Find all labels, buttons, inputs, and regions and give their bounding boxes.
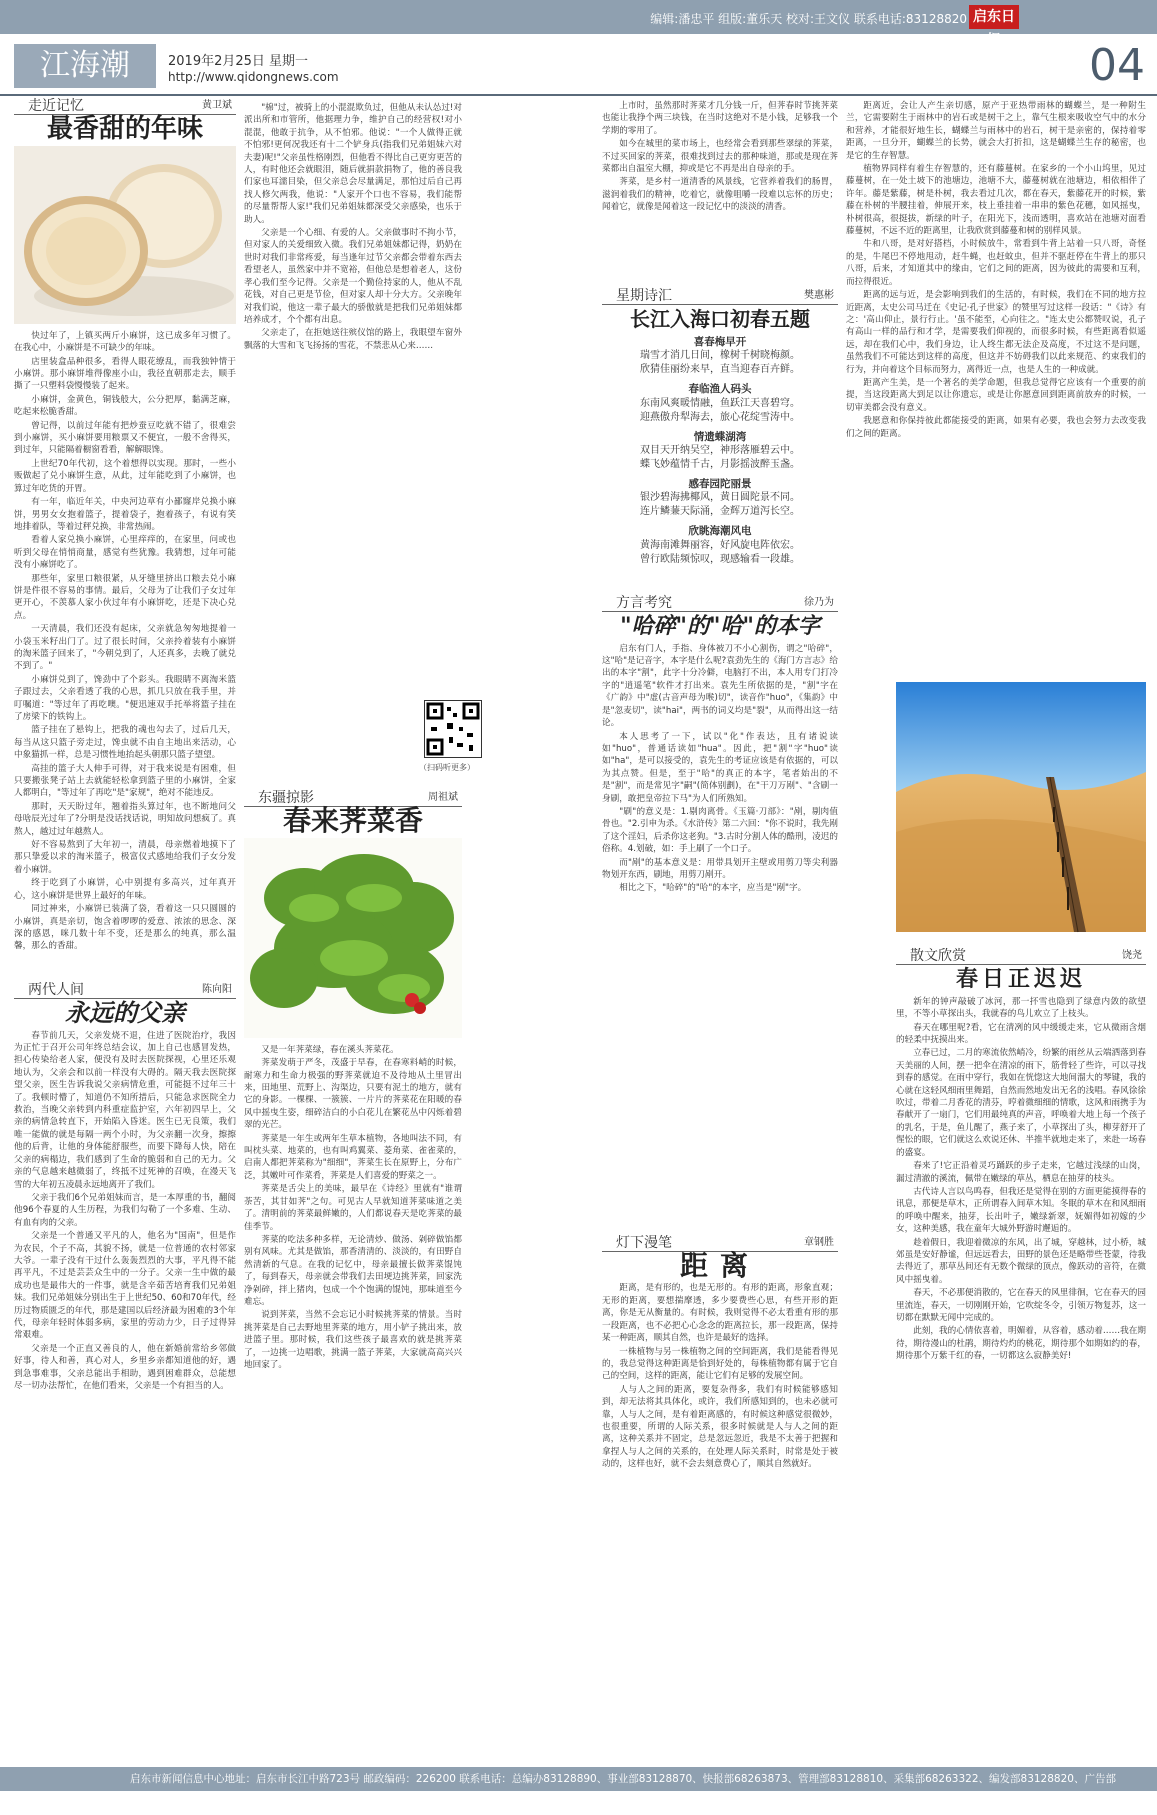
- author-name: 周祖斌: [428, 792, 458, 803]
- qr-code[interactable]: [424, 700, 482, 758]
- section-title: 江海潮: [14, 44, 156, 88]
- author-name: 樊惠彬: [804, 290, 834, 301]
- column-tag: 方言考究: [616, 594, 672, 611]
- page-number: 04: [1089, 40, 1145, 91]
- page-footer: 启东市新闻信息中心地址：启东市长江中路723号 邮政编码：226200 联系电话：总编办83128890、事业部83128870、快报部68263873、管理部83128810、采集部68263322、编发部83128820、广告部83128807: [0, 1767, 1157, 1791]
- article-header: [602, 594, 838, 612]
- article-header: [602, 290, 838, 305]
- article-body: 又是一年荠菜绿，春在溪头荠菜花。 荠菜发萌于严冬，茂盛于早春，在春寒料峭的时候，耐寒力和生命力极强的野荠菜就迫不及待地从土里冒出来，田地里、荒野上、沟渠边，只要有泥土的地方，就有它的身影。一棵棵、一簇簇、一片片的荠菜花在阳暖的春风中摇曳生姿，细碎洁白的小白花儿在繁花丛中闪烁着碧翠的光芒。 荠菜是一年生或两年生草本植物，各地叫法不同，有叫枕头菜、地菜的，也有叫鸡翼菜、菱角菜、雀雀菜的，启南人都把荠菜称为"细细"，荠菜生长在原野上，分布广泛，其嫩叶可作菜肴，荠菜是人们喜爱的野菜之一。 荠菜是舌尖上的美味，最早在《诗经》里就有"谁谓荼苦，其甘如荠"之句。可见古人早就知道荠菜味道之美了。清明前的荠菜最鲜嫩的，人们都说春天是吃荠菜的最佳季节。 荠菜的吃法多种多样，无论清炒、做汤、剁碎做馅都别有风味。尤其是做馅，那香清清的、淡淡的，有田野自然清新的气息。在我的记忆中，母亲最擅长做荠菜馄饨了，每到春天，母亲就会带我们去田埂边挑荠菜，回家洗净剁碎，拌上猪肉，包成一个个饱满的馄饨，那味道至今难忘。 说到荠菜，当然不会忘记小时候挑荠菜的情景。当时挑荠菜是自己去野地里荠菜的地方，用小铲子挑出来，放进篮子里。那时候，我们这些孩子最喜欢的就是挑荠菜了，一边挑一边唱歌，挑满一篮子荠菜，大家就高高兴兴地回家了。: [244, 1044, 462, 1370]
- author-name: 章钢胜: [804, 1236, 834, 1248]
- column-tag: 两代人间: [28, 981, 84, 998]
- article-title: 春日正迟迟: [955, 966, 1086, 993]
- column-tag: 散文欣赏: [910, 948, 966, 964]
- column-1: [14, 100, 236, 1760]
- editor-info: 编辑:潘忠平 组版:董乐天 校对:王文仪 联系电话:83128820: [650, 12, 967, 26]
- sesame-cake-photo: [14, 146, 236, 324]
- top-bar: [0, 0, 1157, 49]
- article-body-continued: "棉"过，被骑上的小混混欺负过，但他从未认怂过!对派出所和市管所，他据理力争，维护自己的经营权!对小混混，他敢于抗争，从不怕邪。他说："一个人做得正就不怕邪!更何况我还有十二个铲身兵(指我们兄弟姐妹六对夫妻)呢!"父亲虽性格刚烈，但他看不得比自己更穷更苦的人，有时他还会就眼泪，随后就捐款捐物了，他的善良我们家也耳濡目染，但父亲总会尽量满足，那怕过后自己再找人修欠两我，他说："人家开个口也不容易，我们能帮的尽量帮帮人家!"我们兄弟姐妹都深受父亲感染，也乐于助人。 父亲是一个心细、有爱的人。父亲做事时不拘小节，但对家人的关爱细致入微。我们兄弟姐妹都记得，奶奶在世时对我们非常疼爱，每当逢年过节父亲都会带着东西去看望老人，虽然家中并不宽裕，但他总是想着老人，这份孝心我们至今记得。父亲是一个勤俭持家的人，他从不乱花钱，对自己更是节俭，但对家人却十分大方。父亲晚年对我们说，他这一辈子最大的骄傲就是把我们兄弟姐妹都培养成才，个个都有出息。 父亲走了，在拒她送往殡仪馆的路上，我眼望车窗外飘落的大雪和飞飞扬扬的雪花，不禁悲从心来……: [244, 103, 462, 351]
- article-header: [14, 981, 236, 999]
- article-title: 距离: [679, 1249, 760, 1283]
- article-header: [896, 950, 1146, 965]
- article-body: 新年的钟声敲破了冰河，那一抔雪也隐到了绿意内敛的欲望里，不等小草探出头，我就春的鸟儿欢立了上枝头。 春天在哪里呢?看，它在清冽的风中缓缓走来，它从微雨含烟的轻柔中抚摸出来。 立春已过，二月的寒流依然峭冷，纷繁的雨丝从云端洒落到春天美丽的人间，摆一把伞在清凉的雨下，筋骨轻了些许，可以寻找到春的感觉。在雨中穿行，我如在恍惚这大地间溜大的琴键，我的心就在这轻风细雨里舞蹈，自然而然地发出无名的浅唱。春风徐徐吹过，带着二月香花的清芬，哼着微细细的情歌，这风和雨携手为春献开了一扇门，它们用最纯真的声音，呼唤着大地上每一个孩子的乳名，于是，鱼儿醒了，燕子来了，小草探出了头，柳芽舒开了惺忪的眼，它们就这么欢说还休、半推半就地走来了，来赴一场春的盛宴。 春来了!它正沿着灵巧踊跃的步子走来，它越过浅绿的山岗，漏过清澈的溪流，佩带在嫩绿的草丛，栖息在抽芽的枝头。 古代诗人言以鸟鸣春，但我还是觉得在别的方面更能摸得春的讯息，那便是草木，正所谓春入间草木知。冬眠的草木在和风细雨的呼唤中醒来，抽芽，长出叶子，嫩绿新翠，妩媚得如初嫁的少女，这种美感，我在童年大城外野游时邂逅的。 趁着假日，我迎着微凉的东风，出了城，穿越林，过小桥，城郊虽是安好静谧，但远远看去，田野的景色还是略带些苍蒙，待我去得近了，那草丛间还有无数个微绿的顶点，像跃动的音符，在微风中摇曳着。 春天，不必那便消散的，它在春天的风里徘徊，它在春天的园里流连，春天，一切刚刚开始，它吹绽冬令，引领万物复苏，这一切都在默默无闻中完成的。 此刻，我的心情依喜着，明媚着，从容着，感动着……我在期待，期待漫山的杜鹃，期待灼灼的桃花，期待那个如期如约的春，期待那个万紫千红的春，一切都这么寂静美好!: [896, 996, 1146, 1362]
- author-name: 饶尧: [1122, 950, 1142, 961]
- article-spring: [896, 950, 1146, 1760]
- shepherds-purse-photo: [244, 838, 462, 1038]
- page-header: [0, 34, 1157, 96]
- author-name: 徐乃为: [804, 596, 834, 608]
- issue-date: 2019年2月25日 星期一: [168, 54, 309, 69]
- desert-path-photo: [896, 682, 1146, 932]
- column-tag: 灯下漫笔: [616, 1234, 672, 1251]
- article-jicai: [244, 792, 462, 1760]
- poem-list: 喜春梅早开 瑞雪才消几日间，橡树千树晓梅颜。 欣猜佳丽纷来早，直当迎春百卉鲜。 春临渔人码头 东南风爽暖情融，鱼跃江天喜碧穹。 迎燕傲舟犁海去，旅心花绽雪涛中。 情遗蝶湖湾 双目天开纳吴空，神形落雁碧云中。 蝶飞妙蕴情千古，月影摇波醉玉盏。 感春园陀丽景 银沙碧海拂椰风，黄日圆陀景不同。 连片鳞蒹天际涌，金辉万道泻长空。 欣眺海潮风电 黄海南滩舞丽容，好风旋电阵依宏。 曾行欧陆频惊叹，现感输看一段雄。: [640, 335, 800, 565]
- column-tag: 星期诗汇: [616, 288, 672, 304]
- article-body: 快过年了，上镇买两斤小麻饼，这已成多年习惯了。在我心中，小麻饼是不可缺少的年味。 店里装盒品种很多，看得人眼花缭乱，而我独钟情于小麻饼。那小麻饼堆得像座小山，我径直朝那走去，顺手撕了一只塑料袋慢慢装了起来。 小麻饼，金黄色，铜钱般大，公分把厚，黏满芝麻，吃起来松脆香甜。 曾记得，以前过年能有把炒蚕豆吃就不错了，很难尝到小麻饼，买小麻饼要用粮票又不便宜，一般不舍得买，到过年，只能隔着橱窗看看，解解眼馋。 上世纪70年代初，这个着想得以实现。那时，一些小贩做起了兑小麻饼生意，从此，过年能吃到了小麻饼，也算过年吃货的开胃。 有一年，临近年关，中央河边草有小鄙窿岸兑换小麻饼，男男女女抱着篮子，提着袋子，抱着孩子，有说有笑地排着队，等着过秤兑换，非常热闹。 看着人家兑换小麻饼，心里痒痒的，在家里，问或也听到父母在悄悄商量，感觉有些犹豫。我猜想，过年可能没有小麻饼吃了。 那些年，家里口粮很紧，从牙缝里挤出口粮去兑小麻饼是件很不容易的事情。最后，父母为了让我们子女过年更开心，不羡慕人家小伙过年有小麻饼吃，还是下决心兑点。 一天清晨，我们还没有起床，父亲就急匆匆地提着一小袋玉米籽出门了。过了很长时间，父亲拎着装有小麻饼的淘米篮子回来了，"今朝兑到了，人还真多，去晚了就兑不到了。" 小麻饼兑到了，馋劲中了个彩头。我眼睛不离淘米篮子跟过去，父亲看透了我的心思，抓几只放在我手里，并叮嘱道："等过年了再吃噢。"便迅速双手托举将篮子挂在了房梁下的铁钩上。 篮子挂在了悬钩上，把我的魂也勾去了，过后几天，每当从这只篮子旁走过，馋虫就不由自主地出来活动，心中象猫抓一样，总是习惯性地抬起头朝那只篮子望望。 高挂的篮子大人伸手可得，对于我来说是有困难，但只要搬张凳子站上去就能轻松拿到篮子里的小麻饼，全家人都明白，"等过年了再吃"是"家规"，绝对不能违反。 那时，天天盼过年，翘着指头算过年，也不断地问父母啥辰光过年了?分明是没话找话说，明知故问想疯了。真熬人，越过过年越熬人。 好不容易熬到了大年初一，清晨，母亲燃着地摸下了那只挚爱以求的淘米篮子，极富仪式感地给我们子女分发着小麻饼。 终于吃到了小麻饼，心中别提有多高兴，过年真开心，这小麻饼是世界上最好的年味。 同过神来，小麻饼已装满了袋，看着这一只只圆圆的小麻饼，真是亲切，饱含着啰啰的爱意、浓浓的思念、深深的感恩，咪几数十年不变，还是那么的纯真，那么温馨，那么的香甜。: [14, 330, 236, 952]
- article-title: 长江入海口初春五题: [630, 307, 810, 332]
- column-3: [602, 100, 838, 1760]
- article-body: 距离，是有形的，也是无形的。有形的距离，形象直观；无形的距离，要想揣摩透，多少要费些心思，有些开形的距离，你是无从衡量的。有时候，我则觉得不必太看重有形的那一段距离，也不必把心心念念的距离拉长，那一段距离，保持某一种距离，顺其自然，也许是最好的选择。 一株植物与另一株植物之间的空间距离，我们是能看得见的，我总觉得这种距离是恰到好处的，每株植物都有属于它自己的空间，这样的距离，能让它们有足够的发展空间。 人与人之间的距离，要复杂得多，我们有时候能够感知到，却无法将其具体化，或许，我们所感知到的，也未必就可靠，人与人之间，是有着距离感的，有时候这种感觉很微妙，也很重要，所谓的人际关系，很多时候就是人与人之间的距离，这种关系并不固定，总是忽远忽近，我是不太善于把握和拿捏人与人之间的关系的，在处理人际关系时，时常是处于被动的，这样也好，就不会去刻意费心了，顺其自然就好。: [602, 1283, 838, 1470]
- article-title: 春来荠菜香: [282, 804, 423, 838]
- column-tag: 东疆掠影: [258, 790, 314, 806]
- article-body: 春节前几天，父亲发烧不退，住进了医院治疗，我因为正忙于召开公司年终总结会议，加上自己也感冒发热，担心传染给老人家，便没有及时去医院探视，心里还乐观地认为，父亲会和以前一样没有大碍的。隔天我去医院探望父亲，医生告诉我说父亲病情危重，可能挺不过年三十了。我顿时懵了，知道仍不知所措后，只能急求医院全力救治，当晚父亲转到内科重症监护室，六年初四早上，父亲的病情急转直下，开始陷入昏迷。医生已无良策，我们唯一能做的就是每隔一两个小时，为父亲翻一次身，擦擦他的后背，让他的身体能舒服些，而要下降每人快，陪在父亲的病榻边，我们感到了生命的脆弱和自己的无力。父亲的气息越来越微弱了，终抵不过死神的召唤，在漫天飞雪的大年初五凌晨永远地离开了我们。 父亲于我们6个兄弟姐妹而言，是一本厚重的书，翻阅他96个春夏的人生历程，为我们勾勒了一个多难、生动、有血有肉的父亲。 父亲是一个普通又平凡的人，他名为"国南"，但是作为农民，个子不高，其貌不扬，就是一位普通的农村邻家大爷。一辈子没有干过什么轰轰烈烈的大事，平凡得不能再平凡，不过是芸芸众生中的一分子。父亲一生中做的最成功也是最伟大的一件事，就是含辛茹苦培育我们兄弟姐妹。我们兄弟姐妹分别出生于上世纪50、60和70年代，经历过物质匮乏的年代，那是建国以后经济最为困难的3个年代，母亲年轻时体弱多病，家里的劳动力少，日子过得异常艰难。 父亲是一个正直又善良的人，他在新婚前常给乡邻做好事，待人和善，真心对人，乡里乡亲都知道他的好，遇到急事难事，父亲总能出手相助，遇到困难群众，总能想尽一切办法帮忙，在他们看来，父亲是一个有担当的人。: [14, 1030, 236, 1391]
- qr-caption: （扫码听更多）: [419, 763, 475, 772]
- article-body: 启东有门人，手指、身体被刀不小心割伤，谓之"哈碎"，这"哈"是记音字，本字是什么呢?袁劲先生的《海门方言志》给出的本字"割"，此字十分冷僻，电脑打不出，本人用专门打冷字的"逍遥笔"软件才打出来。袁先生所依据的是，"割"字在《广韵》中"虚(古音声母为喉)切"，读音作"huo"，《集韵》中是"忽麦切"，读"hai"，两书的词义均是"裂"，从而得出这一结论。 本人思考了一下，试以"化"作表达，且有诸说读如"huo"，普通话读如"hua"。因此，把"割"字"huo"读如"ha"，是可以接受的，袁先生的考证应该是有依据的，可以为其点赞。但是，至于"哈"的真正的本字，笔者始出的不是"割"，而是常见字"嗣"(简体别劃)，在"干刀万剐"、"含刷一身刷，敢把皇帝拉下马"为人们所熟知。 "刷"的意义是：1.剔肉离骨。《玉篇·刀部》："剐，剔肉值骨也。"2.引申为杀。《水浒传》第二六回："你不说时，我先剐了这个淫妇，后杀你这老狗。"3.古时分割人体的酷刑，凌迟的俗称。4.划破，如：手上刷了一个口子。 而"剐"的基本意义是：用带具划开主壁或用剪刀等尖利器物划开东西，刷地，用剪刀剐开。 相比之下，"哈碎"的"哈"的本字，应当是"剐"字。: [602, 643, 838, 894]
- article-body-continued: 上市时，虽然那时荠菜才几分钱一斤，但荠春时节挑荠菜也能让我挣个两三块钱，在当时这绝对不是小钱，足够我一个学期的零用了。 如今在城里的菜市场上，也经常会看到那些翠绿的荠菜，不过买回家的荠菜，很难找到过去的那种味道，那或是现在荠菜都出自温室大棚，抑或是它不再是出自母亲的手。 荠菜，是乡村一道清香的风景线，它营养着我们的肠胃，滋润着我们的精神，吃着它，就像咀嚼一段难以忘怀的历史；闻着它，就像是闻着这一段记忆中的淡淡的清香。: [602, 101, 838, 213]
- author-name: 陈向阳: [202, 983, 232, 995]
- article-title: 最香甜的年味: [46, 114, 203, 145]
- newspaper-logo: 启东日报: [969, 5, 1019, 29]
- article-title: "哈碎"的"哈"的本字: [620, 613, 820, 640]
- article-title: 永远的父亲: [65, 998, 185, 1028]
- author-name: 黄卫斌: [202, 100, 232, 111]
- site-url[interactable]: http://www.qidongnews.com: [168, 70, 339, 84]
- article-body-continued: 距离近，会让人产生亲切感，原产于亚热带雨林的蝴蝶兰，是一种附生兰，它需要附生于雨林中的岩石或是树干之上，靠气生根来吸收空气中的水分和营养，才能很好地生长，蝴蝶兰与雨林中的岩石，树干是亲密的，保持着零距离，一旦分开，蝴蝶兰的长势，就会大打折扣，这是蝴蝶兰生存的秘密，也是它的生存智慧。 植物界同样有着生存智慧的，还有藤蔓树。在家乡的一个小山坞里，见过藤蔓树，在一处土坡下的池塘边，池塘不大，藤蔓树就在池塘边，相依相伴了许年。藤是紫藤，树是朴树，我去看过几次，都在春天，紫藤花开的时候，紫藤在朴树的半腰挂着，伸展开来，枝上垂挂着一串串的紫色花穗，如风摇曳，朴树很高，很挺拔，新绿的叶子，在阳光下，浅而透明，喜欢站在池塘对面看藤蔓树，不远不近的距离里，让我欣赏到藤蔓和树的别样风景。 牛和八哥，是对好搭档，小时候放牛，常看到牛背上站着一只八哥，奇怪的是，牛尾巴不停地甩动，赶牛蝇，也赶蚊虫，但并不驱赶停在牛背上的那只八哥，后来，才知道其中的缘由，它们之间的距离，因为彼此的需要和互利，而拉得很近。 距离的远与近，是会影响到我们的生活的，有时候，我们在不同的地方拉近距离，太史公司马迁在《史记·孔子世家》的赞里写过这样一段话："《诗》有之：'高山仰止，景行行止。'虽不能至，心向往之。"连太史公都赞叹说，孔子有高山一样的品行和才学，是需要我们仰视的，而很多时候，有些距离看似遥远，却在我们心中，我们身边，让人终生都无法企及高度，不过这不是问题，虽然我们不可能达到这样的高度，但这并不妨碍我们以此来规范、约束我们的行为，并向着这个目标而努力，离得近一点，也是人生的一种成就。 距离产生美，是一个著名的美学命题，但我总觉得它应该有一个重要的前提，当这段距离大到足以让你遗忘，或是让你愿意回到距离前放弃的时候，一切审美都会没有意义。 我愿意和你保持彼此都能接受的距离，如果有必要，我也会努力去改变我们之间的距离。: [846, 101, 1146, 439]
- column-tag: 走近记忆: [28, 98, 84, 114]
